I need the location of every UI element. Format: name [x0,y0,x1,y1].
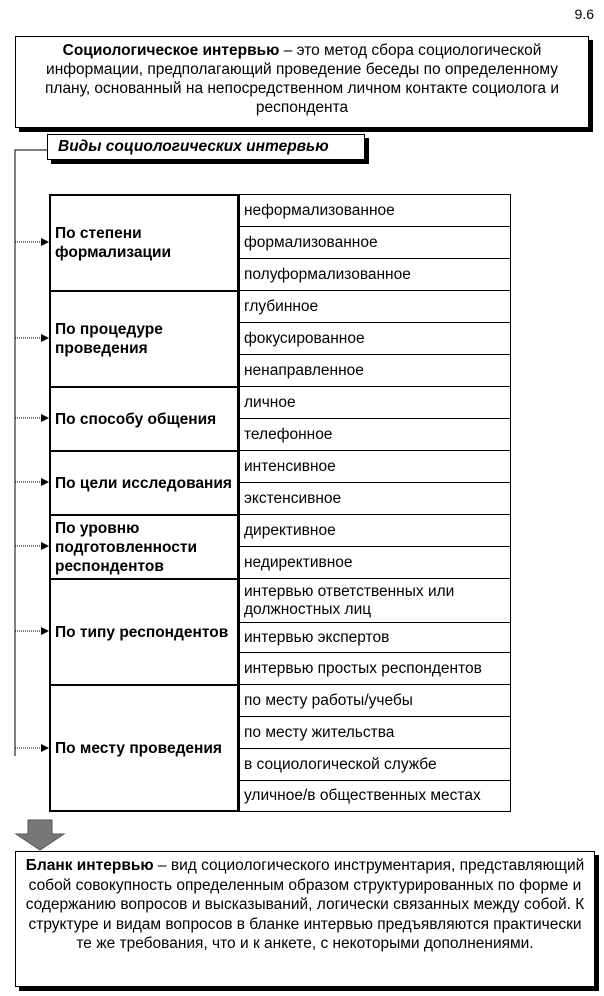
category-label: По месту проведения [49,684,239,812]
category-item: телефонное [239,418,511,450]
category-item: интервью ответственных или должностных лиц [239,578,511,622]
category-item: неформализованное [239,194,511,226]
category-label: По цели исследования [49,450,239,514]
category-item: директивное [239,514,511,546]
form-term: Бланк интервью [25,857,154,874]
form-text: – вид социологического инструментария, представляющий собой совокупность определенным образом структурированных по форме и содержанию вопросов и высказываний, логически связанных между собой. К структуре и видам вопросов в бланке интервью предъявляются практически те же требования, что и к анкете, с некоторыми дополнениями. [25,857,585,952]
category-item: экстенсивное [239,482,511,514]
category-item: уличное/в общественных местах [239,780,511,812]
category-item: фокусированное [239,322,511,354]
category-item: по месту жительства [239,716,511,748]
category-label: По степени формализации [49,194,239,290]
types-title: Виды социологических интервью [47,134,365,160]
category-label: По уровню подготовленности респондентов [49,514,239,578]
category-item: формализованное [239,226,511,258]
category-item: по месту работы/учебы [239,684,511,716]
category-item: интенсивное [239,450,511,482]
form-box [15,851,595,987]
category-item: глубинное [239,290,511,322]
category-item: интервью экспертов [239,622,511,652]
definition-text: – это метод сбора социологической информации, предполагающий проведение беседы по определенному плану, основанный на непосредственном личном контакте социолога и респондента [45,42,559,116]
down-arrow-icon [16,820,64,850]
category-item: личное [239,386,511,418]
page-number: 9.6 [574,6,594,22]
definition-term: Социологическое интервью [62,42,280,59]
category-item: недирективное [239,546,511,578]
category-label: По процедуре проведения [49,290,239,386]
category-label: По способу общения [49,386,239,450]
category-item: полуформализованное [239,258,511,290]
category-item: в социологической службе [239,748,511,780]
category-label: По типу респондентов [49,578,239,684]
category-item: интервью простых респондентов [239,652,511,684]
category-item: ненаправленное [239,354,511,386]
